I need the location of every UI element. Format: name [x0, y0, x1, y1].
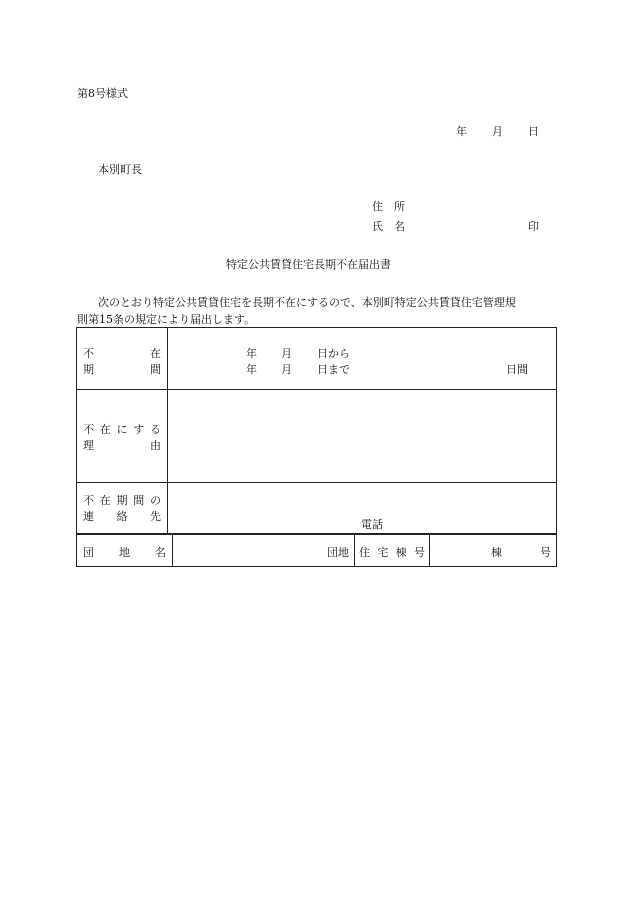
date-year: 年 — [456, 125, 467, 138]
date-month: 月 — [492, 125, 503, 138]
document-title: 特定公共賃貸住宅長期不在届出書 — [226, 258, 391, 271]
address-label: 住 所 — [372, 200, 405, 213]
period-label-cell — [77, 328, 168, 390]
addressee: 本別町長 — [98, 163, 142, 176]
contact-row — [77, 483, 557, 534]
body-line-1: 次のとおり特定公共賃貸住宅を長期不在にするので、本別町特定公共賃貸住宅管理規 — [98, 296, 516, 309]
building-unit-label: 棟 — [491, 546, 502, 559]
danchi-suffix: 団地 — [327, 546, 349, 559]
contact-label-line-1: 不 在 期 間 の — [83, 494, 161, 507]
contact-label-cell — [77, 483, 168, 534]
building-value-cell[interactable] — [430, 535, 557, 567]
reason-label-line-2: 理 由 — [83, 439, 161, 452]
reason-label-line-1: 不 在 に す る — [83, 423, 161, 436]
housing-row — [77, 535, 557, 567]
reason-label-cell — [77, 390, 168, 483]
danchi-label-cell — [77, 535, 173, 567]
from-year: 年 — [246, 347, 257, 360]
to-month: 月 — [281, 363, 292, 376]
to-day-suffix: 日まで — [317, 363, 350, 376]
to-year: 年 — [246, 363, 257, 376]
room-unit-label: 号 — [540, 546, 551, 559]
building-label-cell — [355, 535, 430, 567]
period-label-line-2: 期 間 — [83, 363, 161, 376]
period-value-cell[interactable] — [168, 328, 557, 390]
phone-label: 電話 — [361, 518, 383, 531]
body-line-2: 則第15条の規定により届出します。 — [77, 313, 256, 326]
danchi-value-cell[interactable] — [173, 535, 355, 567]
days-label: 日間 — [506, 363, 528, 376]
period-label-line-1: 不 在 — [83, 347, 161, 360]
date-day: 日 — [528, 125, 539, 138]
notification-table — [76, 327, 557, 534]
name-label: 氏 名 — [372, 220, 405, 233]
danchi-label: 団 地 名 — [83, 546, 166, 559]
form-number: 第8号様式 — [77, 87, 128, 100]
building-label: 住 宅 棟 号 — [359, 546, 425, 559]
housing-table — [76, 534, 557, 567]
seal-mark: 印 — [528, 220, 539, 233]
contact-label-line-2: 連 絡 先 — [83, 510, 161, 523]
reason-value-cell[interactable] — [168, 390, 557, 483]
reason-row — [77, 390, 557, 483]
period-row — [77, 328, 557, 390]
from-month: 月 — [281, 347, 292, 360]
contact-value-cell[interactable] — [168, 483, 557, 534]
from-day-suffix: 日から — [317, 347, 350, 360]
